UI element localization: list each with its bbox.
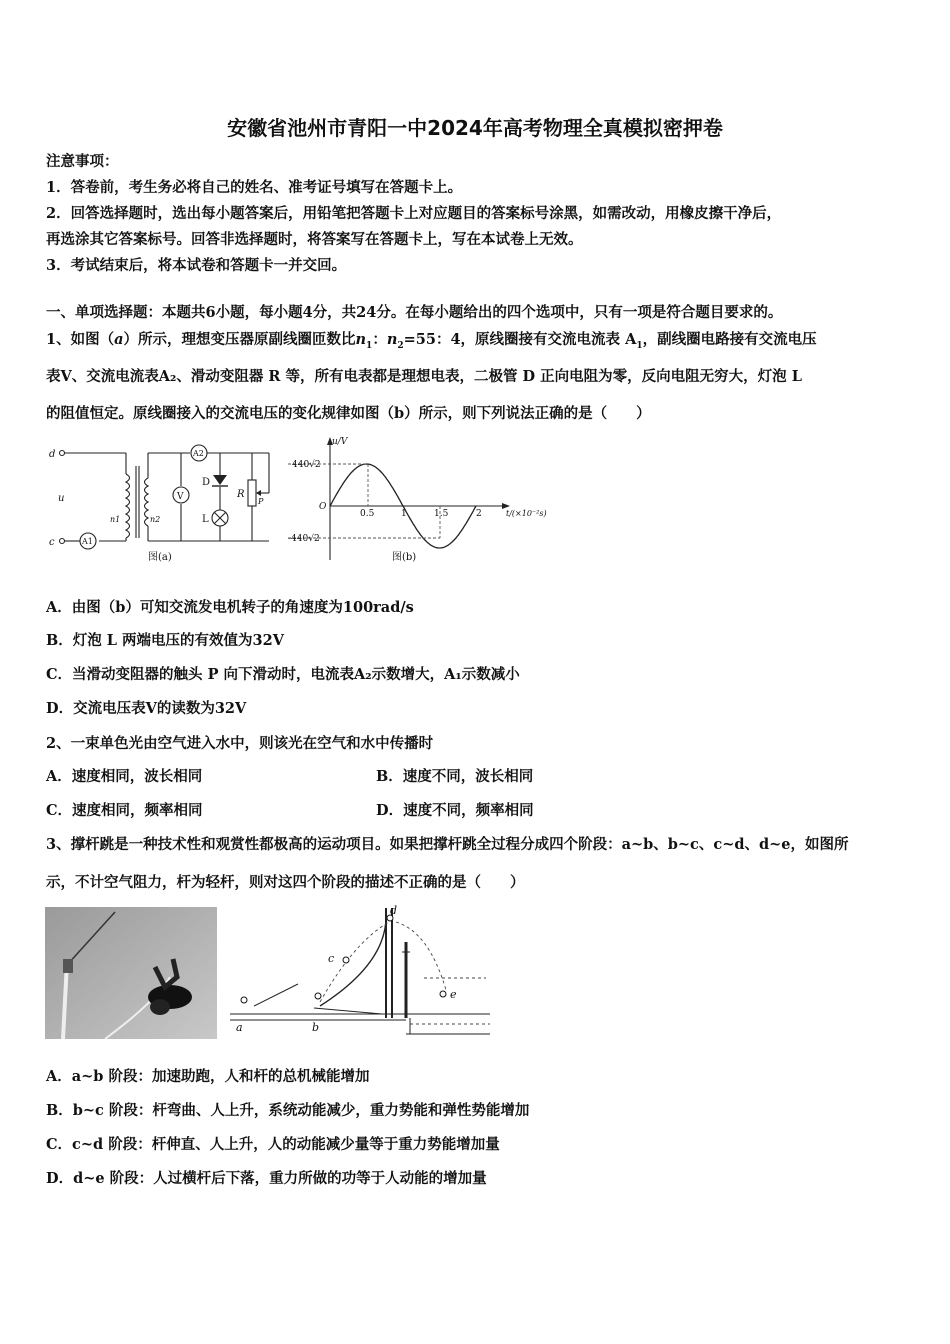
- question-2-stem: 2、一束单色光由空气进入水中，则该光在空气和水中传播时: [46, 735, 434, 752]
- question-1-option-a[interactable]: A．由图（b）可知交流发电机转子的角速度为100rad/s: [46, 599, 414, 616]
- notice-item: 2．回答选择题时，选出每小题答案后，用铅笔把答题卡上对应题目的答案标号涂黑，如需改动，用橡皮擦干净后，: [46, 205, 782, 222]
- notice-heading: 注意事项：: [46, 153, 119, 170]
- notice-item: 1．答卷前，考生务必将自己的姓名、准考证号填写在答题卡上。: [46, 179, 463, 196]
- y-max-label: 440√2: [292, 460, 321, 470]
- point-a-label: a: [236, 1021, 243, 1034]
- question-1-option-b[interactable]: B．灯泡 L 两端电压的有效值为32V: [46, 632, 284, 649]
- ammeter-a2-label: A2: [193, 449, 204, 458]
- question-2-option-c[interactable]: C．速度相同，频率相同: [46, 802, 203, 819]
- point-e-label: e: [450, 988, 457, 1001]
- question-1-stem: 1、如图（a）所示，理想变压器原副线圈匝数比$n_1$：$n_2=55$：4，原线圈接有交流电流表 $A_1$，副线圈电路接有交流电压: [46, 331, 817, 351]
- point-b-label: b: [312, 1021, 320, 1034]
- lamp-label: L: [202, 514, 209, 525]
- x-axis-label: t/(×10⁻²s): [506, 509, 547, 518]
- diode-label: D: [202, 477, 211, 488]
- question-3-option-b[interactable]: B．b~c 阶段：杆弯曲、人上升，系统动能减少，重力势能和弹性势能增加: [46, 1102, 530, 1119]
- page-title: 安徽省池州市青阳一中2024年高考物理全真模拟密押卷: [227, 116, 723, 140]
- question-2-option-a[interactable]: A．速度相同，波长相同: [46, 768, 203, 785]
- x-tick-label: 1.5: [434, 509, 449, 519]
- voltage-graph-b: [288, 434, 558, 566]
- figure-a-caption: 图(a): [148, 552, 172, 563]
- question-3-option-d[interactable]: D．d~e 阶段：人过横杆后下落，重力所做的功等于人动能的增加量: [46, 1170, 487, 1187]
- point-c-label: c: [328, 952, 335, 965]
- x-tick-label: 0.5: [360, 509, 375, 519]
- resistor-label: R: [237, 489, 245, 500]
- question-3-stem: 示，不计空气阻力，杆为轻杆，则对这四个阶段的描述不正确的是（ ）: [46, 874, 525, 891]
- question-1-option-c[interactable]: C．当滑动变阻器的触头 P 向下滑动时，电流表A₂示数增大，A₁示数减小: [46, 666, 520, 683]
- figure-b-caption: 图(b): [392, 552, 417, 563]
- y-axis-label: u/V: [332, 437, 348, 447]
- point-d-label: d: [390, 904, 398, 917]
- question-1-stem: 的阻值恒定。原线圈接入的交流电压的变化规律如图（b）所示，则下列说法正确的是（ ）: [46, 405, 651, 422]
- notice-item: 再选涂其它答案标号。回答非选择题时，将答案写在答题卡上，写在本试卷上无效。: [46, 231, 583, 248]
- notice-item: 3．考试结束后，将本试卷和答题卡一并交回。: [46, 257, 347, 274]
- question-1-stem: 表V、交流电流表A₂、滑动变阻器 R 等，所有电表都是理想电表，二极管 D 正向电阻为零，反向电阻无穷大，灯泡 L: [46, 368, 802, 385]
- question-3-stem: 3、撑杆跳是一种技术性和观赏性都极高的运动项目。如果把撑杆跳全过程分成四个阶段：a~b、b~c、c~d、d~e，如图所: [46, 836, 849, 853]
- ammeter-a1-label: A1: [82, 537, 93, 546]
- origin-label: O: [319, 502, 327, 512]
- voltage-u-label: u: [58, 493, 65, 504]
- n1-label: n1: [110, 515, 121, 524]
- question-3-option-a[interactable]: A．a~b 阶段：加速助跑，人和杆的总机械能增加: [46, 1068, 370, 1085]
- n2-label: n2: [150, 515, 161, 524]
- question-3-option-c[interactable]: C．c~d 阶段：杆伸直、人上升，人的动能减少量等于重力势能增加量: [46, 1136, 500, 1153]
- pole-vault-photo: [45, 907, 217, 1039]
- terminal-c-label: c: [49, 537, 55, 548]
- pole-vault-diagram: [224, 902, 492, 1038]
- x-tick-label: 1: [401, 509, 407, 519]
- terminal-d-label: d: [49, 449, 56, 460]
- x-tick-label: 2: [476, 509, 482, 519]
- circuit-diagram-a: [44, 438, 274, 566]
- question-2-option-d[interactable]: D．速度不同，频率相同: [376, 802, 534, 819]
- question-2-option-b[interactable]: B．速度不同，波长相同: [376, 768, 534, 785]
- slider-p-label: P: [258, 497, 264, 506]
- section-heading: 一、单项选择题：本题共6小题，每小题4分，共24分。在每小题给出的四个选项中，只有一项是符合题目要求的。: [46, 304, 783, 321]
- y-min-label: -440√2: [288, 534, 320, 544]
- voltmeter-label: V: [177, 492, 184, 502]
- question-1-option-d[interactable]: D．交流电压表V的读数为32V: [46, 700, 247, 717]
